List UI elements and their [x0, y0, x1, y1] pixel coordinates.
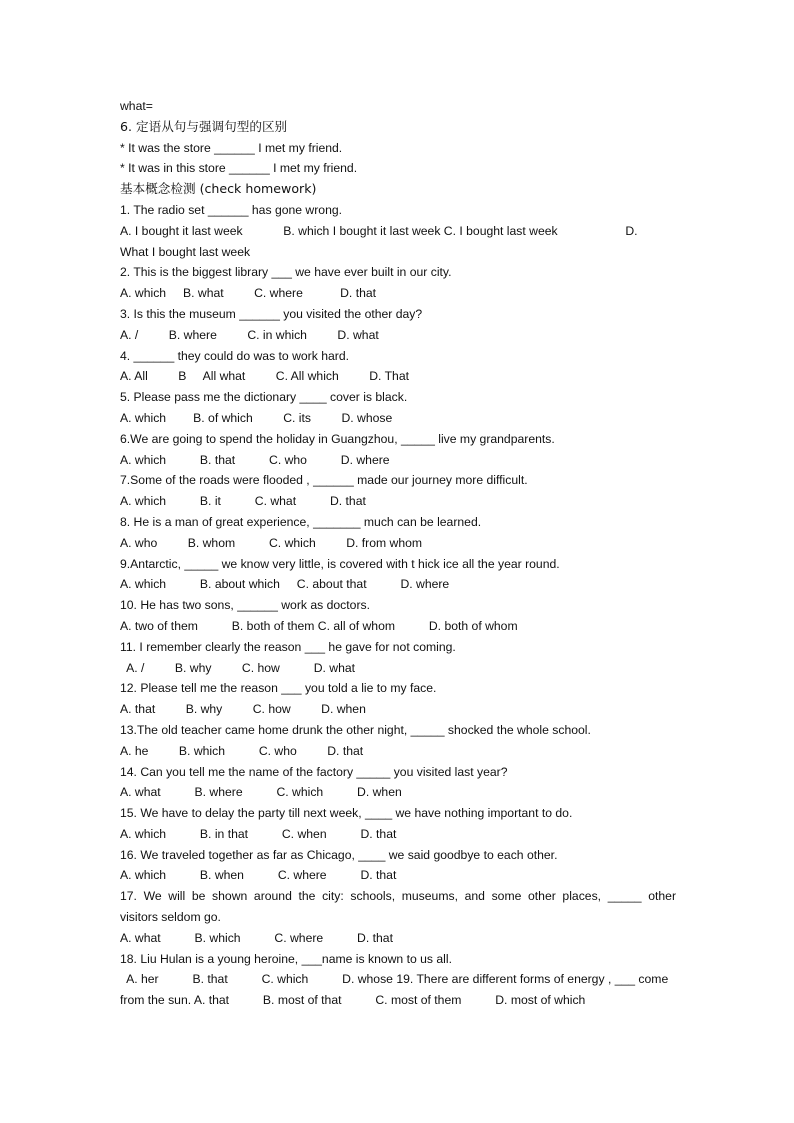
question-stem: 8. He is a man of great experience, _______ much can be learned. — [120, 514, 482, 529]
check-homework-title: 基本概念检测 (check homework) — [120, 181, 317, 197]
answer-options: A. her B. that C. which D. whose 19. There are different forms of energy , ___ come — [120, 972, 669, 987]
answer-options: A. / B. where C. in which D. what — [120, 327, 379, 342]
answer-options: A. which B. it C. what D. that — [120, 494, 366, 509]
what-line: what= — [120, 99, 153, 113]
answer-options: A. two of them B. both of them C. all of whom D. both of whom — [120, 618, 518, 633]
question-stem: 2. This is the biggest library ___ we have ever built in our city. — [120, 265, 452, 280]
question-stem: 18. Liu Hulan is a young heroine, ___name is known to us all. — [120, 951, 452, 966]
question-stem: 11. I remember clearly the reason ___ he gave for not coming. — [120, 639, 456, 654]
example-bullet: * It was the store ______ I met my friend. — [120, 140, 343, 155]
question-stem: 14. Can you tell me the name of the factory _____ you visited last year? — [120, 764, 508, 779]
question-stem: 16. We traveled together as far as Chicago, ____ we said goodbye to each other. — [120, 847, 558, 862]
answer-options: A. who B. whom C. which D. from whom — [120, 535, 423, 550]
answer-options: A. All B All what C. All which D. That — [120, 369, 409, 384]
question-stem: 10. He has two sons, ______ work as doctors. — [120, 598, 370, 613]
answer-options: A. what B. which C. where D. that — [120, 930, 393, 945]
question-stem: 13.The old teacher came home drunk the other night, _____ shocked the whole school. — [120, 722, 591, 737]
answer-options: A. I bought it last week B. which I bought it last week C. I bought last week D. — [120, 223, 638, 238]
question-stem: 5. Please pass me the dictionary ____ cover is black. — [120, 390, 408, 405]
answer-options: A. which B. about which C. about that D. where — [120, 577, 450, 592]
answer-options: What I bought last week — [120, 244, 251, 259]
answer-options: A. which B. of which C. its D. whose — [120, 410, 393, 425]
question-stem: 9.Antarctic, _____ we know very little, is covered with t hick ice all the year round. — [120, 556, 560, 571]
question-stem: 12. Please tell me the reason ___ you told a lie to my face. — [120, 681, 437, 696]
question-stem: 17. We will be shown around the city: schools, museums, and some other places, _____ other — [120, 889, 676, 904]
question-stem: 15. We have to delay the party till next week, ____ we have nothing important to do. — [120, 806, 573, 821]
answer-options: A. which B. what C. where D. that — [120, 286, 377, 301]
answer-options: A. he B. which C. who D. that — [120, 743, 364, 758]
question-stem: 6.We are going to spend the holiday in Guangzhou, _____ live my grandparents. — [120, 431, 555, 446]
answer-options: A. what B. where C. which D. when — [120, 785, 402, 800]
section-title: 6. 定语从句与强调句型的区别 — [120, 118, 288, 134]
worksheet-content — [120, 96, 676, 1011]
answer-options: A. which B. in that C. when D. that — [120, 826, 397, 841]
example-bullet: * It was in this store ______ I met my friend. — [120, 161, 358, 176]
answer-options: A. / B. why C. how D. what — [120, 660, 356, 675]
question-stem: 7.Some of the roads were flooded , ______ made our journey more difficult. — [120, 473, 528, 488]
answer-options: A. which B. when C. where D. that — [120, 868, 397, 883]
question-stem-continued: visitors seldom go. — [120, 910, 221, 925]
question-stem: 4. ______ they could do was to work hard. — [120, 348, 349, 363]
answer-options: A. which B. that C. who D. where — [120, 452, 390, 467]
question-stem: 3. Is this the museum ______ you visited the other day? — [120, 306, 423, 321]
answer-options: from the sun. A. that B. most of that C. most of them D. most of which — [120, 993, 586, 1008]
answer-options: A. that B. why C. how D. when — [120, 702, 366, 717]
question-stem: 1. The radio set ______ has gone wrong. — [120, 202, 343, 217]
